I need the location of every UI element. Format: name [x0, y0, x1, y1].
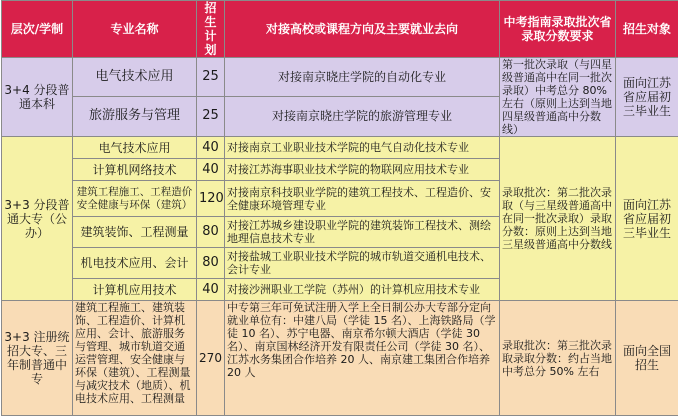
header-target: 招生对象 — [616, 1, 678, 58]
direction-cell: 对接南京科技职业学院的建筑工程技术、工程造价、安全健康环境管理专业 — [225, 181, 500, 217]
major-cell: 电气技术应用 — [73, 137, 197, 159]
quota-cell: 40 — [197, 137, 225, 159]
target-cell: 面向全国招生 — [616, 301, 678, 416]
direction-cell: 对接南京工业职业技术学院的电气自动化技术专业 — [225, 137, 500, 159]
header-major: 专业名称 — [73, 1, 197, 58]
direction-cell: 对接盐城工业职业技术学院的城市轨道交通机电技术、会计专业 — [225, 248, 500, 279]
quota-cell: 80 — [197, 248, 225, 279]
major-text: 建筑工程施工、建筑装饰、工程造价、计算机应用、会计、旅游服务与管理、城市轨道交通运营管理、安全健康与环保（建筑）、工程测量与减灾技术（地质）、机电技术应用、工程测量 — [75, 301, 194, 414]
major-cell — [73, 301, 197, 416]
target-cell: 面向江苏省应届初三毕业生 — [616, 58, 678, 137]
direction-cell: 对接江苏城乡建设职业学院的建筑装饰工程技术、测绘地理信息技术专业 — [225, 217, 500, 248]
group-level-cell: 3+3 注册统招大专、三年制普通中专 — [2, 301, 73, 416]
major-cell: 建筑工程施工、工程造价安全健康与环保（建筑） — [73, 181, 197, 217]
quota-cell: 25 — [197, 96, 225, 136]
table-row — [2, 137, 678, 159]
score-cell: 录取批次：第二批次录取（与三星级普通高中在同一批次录取）录取分数：原则上达到当地三星级普通高中分数线 — [500, 137, 616, 301]
direction-cell: 对接沙洲职业工学院（苏州）的计算机应用技术专业 — [225, 279, 500, 301]
major-cell: 机电技术应用、会计 — [73, 248, 197, 279]
header-level: 层次/学制 — [2, 1, 73, 58]
quota-cell: 120 — [197, 181, 225, 217]
score-cell: 第一批次录取（与四星级普通高中在同一批次录取）中考总分 80% 左右（原则上达到当地四星级普通高中分数线） — [500, 58, 616, 137]
major-cell: 建筑装饰、工程测量 — [73, 217, 197, 248]
quota-cell: 40 — [197, 279, 225, 301]
target-cell: 面向江苏省应届初三毕业生 — [616, 137, 678, 301]
quota-cell: 80 — [197, 217, 225, 248]
table-row — [2, 58, 678, 97]
header-direction: 对接高校或课程方向及主要就业去向 — [225, 1, 500, 58]
header-quota: 招生计划 — [197, 1, 225, 58]
major-cell: 旅游服务与管理 — [73, 96, 197, 136]
table-row — [2, 301, 678, 416]
direction-cell: 对接南京晓庄学院的旅游管理专业 — [225, 96, 500, 136]
direction-cell — [225, 301, 500, 416]
score-cell: 录取批次：第三批次录取录取分数：约占当地中考总分 50% 左右 — [500, 301, 616, 416]
group-level-cell: 3+4 分段普通本科 — [2, 58, 73, 137]
major-cell: 电气技术应用 — [73, 58, 197, 97]
quota-cell: 25 — [197, 58, 225, 97]
direction-cell: 对接南京晓庄学院的自动化专业 — [225, 58, 500, 97]
direction-cell: 对接江苏海事职业技术学院的物联网应用技术专业 — [225, 159, 500, 181]
major-cell: 计算机网络技术 — [73, 159, 197, 181]
quota-cell: 40 — [197, 159, 225, 181]
header-row — [2, 1, 678, 58]
direction-text: 中专第三年可免试注册入学上全日制公办大专部分定向就业单位有：中建八局（学徒 15 名）、上海铁路局（学徒 10 名）、苏宁电器、南京希尔顿大酒店（学徒 30 名）、南京国林经济开发有限责任公司（学徒 30 名）、江苏水务集团合作培养 20 人、南京建工集团合作培养 20 人 — [227, 301, 497, 414]
quota-cell: 270 — [197, 301, 225, 416]
admissions-table — [1, 0, 678, 416]
major-cell: 计算机应用技术 — [73, 279, 197, 301]
group-level-cell: 3+3 分段普通大专（公办） — [2, 137, 73, 301]
header-score: 中考指南录取批次省录取分数要求 — [500, 1, 616, 58]
